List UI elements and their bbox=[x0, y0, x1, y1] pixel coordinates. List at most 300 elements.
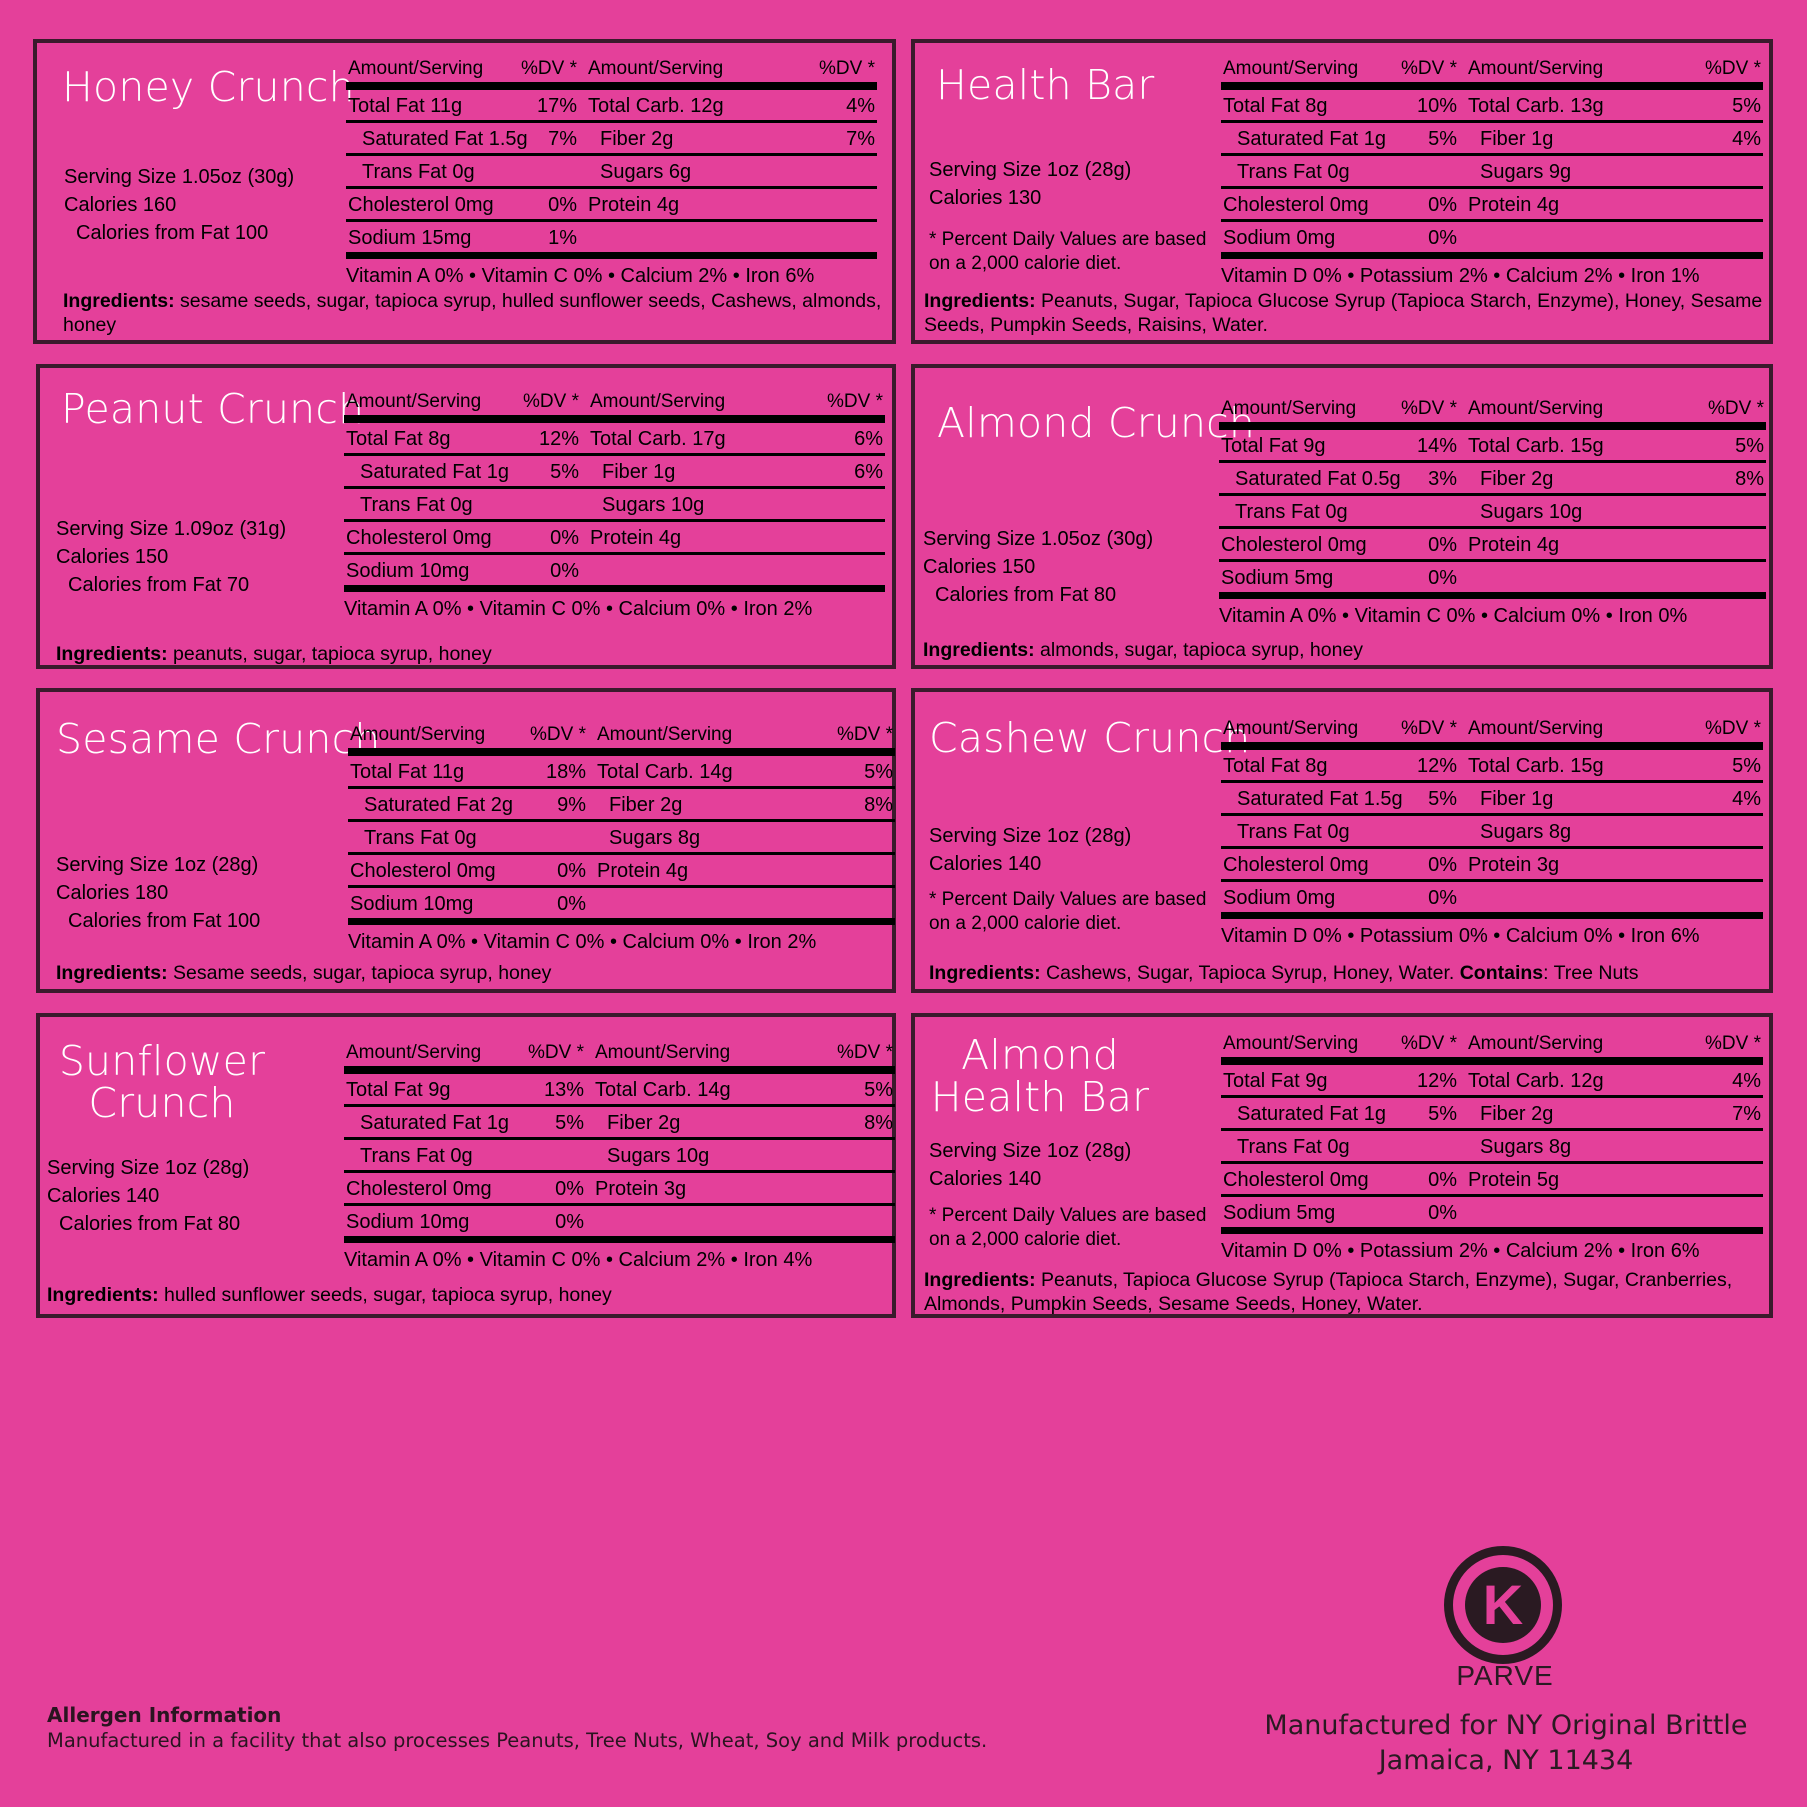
serving-info bbox=[64, 163, 294, 247]
ingredients-text: almonds, sugar, tapioca syrup, honey bbox=[1040, 639, 1364, 661]
product-title bbox=[56, 715, 381, 763]
vitamins-line: Vitamin A 0% • Vitamin C 0% • Calcium 2% • Iron 6% bbox=[346, 265, 815, 287]
ingredients-label: Ingredients: bbox=[929, 962, 1041, 984]
nutrient-name: Sodium 0mg bbox=[1223, 227, 1336, 249]
nutrient-row bbox=[1221, 123, 1763, 156]
header-amount: Amount/Serving bbox=[1223, 718, 1359, 739]
nutrient-name: Cholesterol 0mg bbox=[346, 527, 492, 549]
ingredients-text: hulled sunflower seeds, sugar, tapioca syrup, honey bbox=[164, 1284, 612, 1306]
header-amount: Amount/Serving bbox=[595, 1042, 731, 1063]
nutrient-name: Cholesterol 0mg bbox=[1221, 534, 1367, 556]
nutrient-row bbox=[1219, 562, 1766, 599]
nutrient-name: Sugars 10g bbox=[607, 1145, 710, 1167]
nutrition-panel bbox=[36, 688, 896, 993]
nutrient-name: Cholesterol 0mg bbox=[1223, 854, 1369, 876]
nutrient-row bbox=[1221, 1098, 1763, 1131]
header-amount: Amount/Serving bbox=[346, 391, 482, 412]
nutrient-dv: 5% bbox=[1428, 128, 1457, 150]
product-title-line: Health Bar bbox=[930, 1073, 1150, 1121]
nutrient-row bbox=[1219, 463, 1766, 496]
nutrient-name: Sugars 10g bbox=[1480, 501, 1583, 523]
nutrient-name: Sugars 10g bbox=[602, 494, 705, 516]
nutrient-name: Trans Fat 0g bbox=[1237, 1136, 1350, 1158]
header-amount: Amount/Serving bbox=[588, 58, 724, 79]
header-dv: %DV * bbox=[837, 724, 893, 745]
vitamins-line: Vitamin D 0% • Potassium 0% • Calcium 0% • Iron 6% bbox=[1221, 925, 1700, 947]
product-title bbox=[56, 1037, 268, 1127]
calories: Calories 180 bbox=[56, 882, 169, 904]
header-dv: %DV * bbox=[1705, 58, 1761, 79]
nutrient-row bbox=[1221, 156, 1763, 189]
nutrient-row bbox=[346, 90, 877, 123]
nutrition-facts-table bbox=[346, 55, 877, 288]
product-title-line: Cashew Crunch bbox=[929, 714, 1251, 762]
serving-size: Serving Size 1oz (28g) bbox=[56, 854, 259, 876]
nutrition-panel bbox=[36, 1013, 896, 1318]
ingredients-label: Ingredients: bbox=[924, 1269, 1036, 1291]
header-dv: %DV * bbox=[837, 1042, 893, 1063]
ingredients bbox=[924, 1268, 1764, 1316]
nutrient-dv: 4% bbox=[846, 95, 875, 117]
nutrient-dv: 4% bbox=[1732, 788, 1761, 810]
header-amount: Amount/Serving bbox=[346, 1042, 482, 1063]
nutrient-dv: 14% bbox=[1416, 435, 1457, 457]
nutrient-name: Sugars 8g bbox=[609, 827, 701, 849]
serving-info bbox=[47, 1154, 249, 1238]
nutrient-name: Total Fat 8g bbox=[1223, 755, 1328, 777]
allergen-heading: Allergen Information bbox=[47, 1703, 282, 1727]
nutrient-row bbox=[344, 1074, 895, 1107]
allergen-info bbox=[47, 1703, 987, 1752]
nutrient-row bbox=[346, 189, 877, 222]
nutrient-dv: 0% bbox=[557, 860, 586, 882]
serving-size: Serving Size 1oz (28g) bbox=[929, 159, 1132, 181]
header-dv: %DV * bbox=[1705, 718, 1761, 739]
nutrient-row bbox=[344, 555, 885, 592]
nutrient-name: Sugars 8g bbox=[1480, 1136, 1572, 1158]
header-amount: Amount/Serving bbox=[350, 724, 486, 745]
serving-size: Serving Size 1.05oz (30g) bbox=[64, 166, 295, 188]
nutrient-row bbox=[1221, 816, 1763, 849]
nutrient-name: Total Carb. 15g bbox=[1468, 755, 1604, 777]
nutrient-name: Fiber 1g bbox=[602, 461, 676, 483]
header-dv: %DV * bbox=[819, 58, 875, 79]
nutrient-row bbox=[346, 123, 877, 156]
nutrient-dv: 0% bbox=[1428, 854, 1457, 876]
nutrient-dv: 0% bbox=[1428, 1169, 1457, 1191]
ingredients bbox=[47, 1283, 867, 1307]
nutrient-name: Cholesterol 0mg bbox=[350, 860, 496, 882]
nutrient-row bbox=[1221, 1065, 1763, 1098]
nutrient-name: Protein 4g bbox=[588, 194, 680, 216]
nutrient-name: Total Carb. 12g bbox=[588, 95, 724, 117]
nutrient-row bbox=[346, 156, 877, 189]
calories: Calories 150 bbox=[56, 546, 169, 568]
nutrition-facts-table bbox=[1219, 395, 1766, 628]
nutrient-name: Sodium 5mg bbox=[1223, 1202, 1336, 1224]
product-title bbox=[937, 399, 1256, 447]
nutrient-dv: 5% bbox=[555, 1112, 584, 1134]
nutrient-dv: 7% bbox=[1732, 1103, 1761, 1125]
nutrition-header bbox=[344, 1039, 895, 1074]
product-title bbox=[930, 1031, 1150, 1121]
header-dv: %DV * bbox=[521, 58, 577, 79]
ingredients bbox=[929, 961, 1769, 985]
serving-size: Serving Size 1oz (28g) bbox=[929, 1140, 1132, 1162]
nutrient-name: Sugars 8g bbox=[1480, 821, 1572, 843]
nutrient-name: Fiber 2g bbox=[1480, 1103, 1554, 1125]
ingredients bbox=[923, 638, 1763, 662]
nutrient-dv: 6% bbox=[854, 428, 883, 450]
nutrient-dv: 0% bbox=[1428, 534, 1457, 556]
nutrient-name: Sodium 0mg bbox=[1223, 887, 1336, 909]
nutrient-name: Sodium 10mg bbox=[346, 560, 470, 582]
nutrient-dv: 5% bbox=[864, 761, 893, 783]
allergen-text: Manufactured in a facility that also processes Peanuts, Tree Nuts, Wheat, Soy and Milk products. bbox=[47, 1729, 988, 1752]
nutrient-dv: 0% bbox=[1428, 1202, 1457, 1224]
ingredients-text: sesame seeds, sugar, tapioca syrup, hulled sunflower seeds, Cashews, almonds, honey bbox=[63, 290, 882, 336]
serving-info bbox=[923, 525, 1153, 609]
kosher-ok-icon bbox=[1444, 1546, 1562, 1664]
nutrient-dv: 0% bbox=[1428, 567, 1457, 589]
product-title-line: Honey Crunch bbox=[62, 63, 355, 111]
ingredients-label: Ingredients: bbox=[56, 962, 168, 984]
contains-label: Contains bbox=[1459, 962, 1544, 984]
nutrient-name: Trans Fat 0g bbox=[364, 827, 477, 849]
nutrient-name: Total Carb. 14g bbox=[597, 761, 733, 783]
ingredients-label: Ingredients: bbox=[923, 639, 1035, 661]
nutrition-facts-table bbox=[344, 1039, 895, 1272]
product-title-line: Almond Crunch bbox=[937, 399, 1256, 447]
nutrient-name: Total Fat 11g bbox=[350, 761, 465, 783]
daily-value-note: * Percent Daily Values are based on a 2,000 calorie diet. bbox=[929, 889, 1207, 934]
serving-size: Serving Size 1oz (28g) bbox=[929, 825, 1132, 847]
ingredients bbox=[56, 961, 876, 985]
nutrient-dv: 5% bbox=[1428, 1103, 1457, 1125]
nutrient-name: Saturated Fat 0.5g bbox=[1235, 468, 1401, 490]
nutrient-dv: 0% bbox=[557, 893, 586, 915]
nutrient-row bbox=[348, 888, 895, 925]
nutrition-header bbox=[1219, 395, 1766, 430]
ingredients-text: Cashews, Sugar, Tapioca Syrup, Honey, Water. bbox=[1046, 962, 1455, 984]
nutrient-name: Cholesterol 0mg bbox=[348, 194, 494, 216]
nutrition-panel bbox=[911, 688, 1773, 993]
ingredients-text: Sesame seeds, sugar, tapioca syrup, honey bbox=[173, 962, 552, 984]
ingredients bbox=[924, 289, 1764, 337]
nutrient-name: Saturated Fat 1g bbox=[360, 1112, 509, 1134]
ingredients-label: Ingredients: bbox=[924, 290, 1036, 312]
header-amount: Amount/Serving bbox=[1223, 1033, 1359, 1054]
nutrient-name: Saturated Fat 2g bbox=[364, 794, 513, 816]
nutrient-dv: 0% bbox=[1428, 887, 1457, 909]
nutrient-dv: 8% bbox=[1735, 468, 1764, 490]
header-amount: Amount/Serving bbox=[1468, 718, 1604, 739]
product-title bbox=[61, 385, 365, 433]
calories: Calories 140 bbox=[929, 1168, 1042, 1190]
calories: Calories 140 bbox=[929, 853, 1042, 875]
nutrient-row bbox=[1221, 1197, 1763, 1234]
nutrient-name: Total Fat 8g bbox=[1223, 95, 1328, 117]
vitamins-line: Vitamin A 0% • Vitamin C 0% • Calcium 0% • Iron 2% bbox=[348, 931, 817, 953]
nutrition-panel bbox=[911, 1013, 1773, 1318]
nutrient-dv: 0% bbox=[550, 527, 579, 549]
nutrient-row bbox=[1221, 783, 1763, 816]
ingredients-text: peanuts, sugar, tapioca syrup, honey bbox=[173, 643, 492, 665]
ingredients-label: Ingredients: bbox=[56, 643, 168, 665]
nutrition-facts-table bbox=[348, 721, 895, 954]
header-amount: Amount/Serving bbox=[1223, 58, 1359, 79]
ingredients bbox=[63, 289, 883, 337]
manufacturer-line2: Jamaica, NY 11434 bbox=[1378, 1745, 1634, 1776]
nutrient-name: Protein 3g bbox=[1468, 854, 1560, 876]
nutrition-facts-table bbox=[344, 388, 885, 621]
nutrient-row bbox=[1221, 882, 1763, 919]
nutrient-name: Fiber 1g bbox=[1480, 788, 1554, 810]
nutrient-name: Sodium 10mg bbox=[346, 1211, 470, 1233]
nutrient-dv: 0% bbox=[555, 1211, 584, 1233]
header-amount: Amount/Serving bbox=[597, 724, 733, 745]
header-dv: %DV * bbox=[1401, 398, 1457, 419]
nutrient-dv: 5% bbox=[1732, 755, 1761, 777]
nutrient-dv: 0% bbox=[555, 1178, 584, 1200]
nutrient-row bbox=[1221, 222, 1763, 259]
product-title-line: Almond bbox=[961, 1031, 1119, 1079]
nutrient-row bbox=[344, 489, 885, 522]
nutrient-name: Total Carb. 14g bbox=[595, 1079, 731, 1101]
nutrient-name: Sodium 10mg bbox=[350, 893, 474, 915]
header-dv: %DV * bbox=[827, 391, 883, 412]
nutrition-header bbox=[348, 721, 895, 756]
nutrient-dv: 5% bbox=[1428, 788, 1457, 810]
nutrient-dv: 17% bbox=[536, 95, 577, 117]
header-dv: %DV * bbox=[1401, 718, 1457, 739]
product-title-line: Sesame Crunch bbox=[56, 715, 381, 763]
nutrient-row bbox=[346, 222, 877, 259]
nutrition-panel bbox=[911, 39, 1773, 344]
ingredients bbox=[56, 642, 876, 666]
product-title bbox=[929, 714, 1251, 762]
serving-info bbox=[56, 851, 260, 935]
calories-from-fat: Calories from Fat 100 bbox=[76, 222, 269, 244]
product-title-line: Health Bar bbox=[936, 61, 1155, 109]
nutrient-name: Fiber 2g bbox=[607, 1112, 681, 1134]
nutrient-row bbox=[344, 456, 885, 489]
nutrient-name: Sugars 6g bbox=[600, 161, 692, 183]
calories: Calories 140 bbox=[47, 1185, 160, 1207]
nutrient-row bbox=[1221, 90, 1763, 123]
nutrient-dv: 10% bbox=[1416, 95, 1457, 117]
product-title-line: Peanut Crunch bbox=[61, 385, 365, 433]
nutrient-row bbox=[1221, 849, 1763, 882]
nutrient-dv: 6% bbox=[854, 461, 883, 483]
header-amount: Amount/Serving bbox=[1468, 398, 1604, 419]
serving-info bbox=[929, 156, 1131, 212]
vitamins-line: Vitamin A 0% • Vitamin C 0% • Calcium 0% • Iron 2% bbox=[344, 598, 813, 620]
nutrient-name: Cholesterol 0mg bbox=[346, 1178, 492, 1200]
nutrient-dv: 5% bbox=[864, 1079, 893, 1101]
nutrient-name: Total Fat 11g bbox=[348, 95, 463, 117]
calories: Calories 150 bbox=[923, 556, 1036, 578]
nutrition-header bbox=[1221, 55, 1763, 90]
nutrient-row bbox=[348, 855, 895, 888]
nutrient-name: Total Carb. 13g bbox=[1468, 95, 1604, 117]
nutrient-name: Cholesterol 0mg bbox=[1223, 1169, 1369, 1191]
serving-size: Serving Size 1oz (28g) bbox=[47, 1157, 250, 1179]
nutrient-dv: 9% bbox=[557, 794, 586, 816]
nutrient-name: Trans Fat 0g bbox=[360, 1145, 473, 1167]
nutrient-name: Fiber 2g bbox=[600, 128, 674, 150]
nutrient-row bbox=[1221, 750, 1763, 783]
header-dv: %DV * bbox=[523, 391, 579, 412]
header-dv: %DV * bbox=[528, 1042, 584, 1063]
parve-label: PARVE bbox=[1456, 1660, 1554, 1691]
nutrient-name: Total Fat 8g bbox=[346, 428, 451, 450]
nutrition-panel bbox=[911, 364, 1773, 669]
nutrient-name: Protein 4g bbox=[1468, 194, 1560, 216]
nutrient-name: Sodium 5mg bbox=[1221, 567, 1334, 589]
nutrient-name: Protein 3g bbox=[595, 1178, 687, 1200]
nutrient-name: Total Carb. 17g bbox=[590, 428, 726, 450]
nutrient-dv: 8% bbox=[864, 1112, 893, 1134]
nutrition-header bbox=[344, 388, 885, 423]
nutrient-name: Total Fat 9g bbox=[1223, 1070, 1328, 1092]
nutrient-dv: 12% bbox=[1416, 1070, 1457, 1092]
calories: Calories 160 bbox=[64, 194, 177, 216]
nutrient-dv: 7% bbox=[846, 128, 875, 150]
kosher-k-symbol: K bbox=[1465, 1567, 1541, 1643]
vitamins-line: Vitamin D 0% • Potassium 2% • Calcium 2% • Iron 6% bbox=[1221, 1240, 1700, 1262]
nutrient-name: Protein 4g bbox=[590, 527, 682, 549]
serving-size: Serving Size 1.09oz (31g) bbox=[56, 518, 287, 540]
nutrient-dv: 12% bbox=[1416, 755, 1457, 777]
nutrient-dv: 0% bbox=[1428, 194, 1457, 216]
nutrient-dv: 4% bbox=[1732, 1070, 1761, 1092]
calories-from-fat: Calories from Fat 80 bbox=[59, 1213, 241, 1235]
product-title-line: Sunflower bbox=[58, 1037, 266, 1085]
nutrition-header bbox=[1221, 1030, 1763, 1065]
nutrient-dv: 0% bbox=[550, 560, 579, 582]
nutrient-name: Protein 4g bbox=[597, 860, 689, 882]
contains-text: : Tree Nuts bbox=[1543, 962, 1639, 984]
nutrient-row bbox=[1219, 430, 1766, 463]
header-amount: Amount/Serving bbox=[1221, 398, 1357, 419]
nutrient-name: Total Fat 9g bbox=[346, 1079, 451, 1101]
nutrient-dv: 12% bbox=[538, 428, 579, 450]
calories-from-fat: Calories from Fat 70 bbox=[68, 574, 250, 596]
nutrition-header bbox=[346, 55, 877, 90]
nutrient-name: Saturated Fat 1.5g bbox=[362, 128, 528, 150]
header-amount: Amount/Serving bbox=[348, 58, 484, 79]
nutrient-dv: 5% bbox=[1735, 435, 1764, 457]
nutrient-dv: 0% bbox=[1428, 227, 1457, 249]
nutrient-row bbox=[344, 522, 885, 555]
nutrient-name: Cholesterol 0mg bbox=[1223, 194, 1369, 216]
nutrient-dv: 7% bbox=[548, 128, 577, 150]
calories-from-fat: Calories from Fat 100 bbox=[68, 910, 261, 932]
ingredients-label: Ingredients: bbox=[47, 1284, 159, 1306]
nutrient-name: Fiber 2g bbox=[1480, 468, 1554, 490]
nutrition-panel bbox=[36, 364, 896, 669]
nutrient-row bbox=[1219, 529, 1766, 562]
nutrient-name: Total Carb. 12g bbox=[1468, 1070, 1604, 1092]
nutrient-dv: 8% bbox=[864, 794, 893, 816]
header-amount: Amount/Serving bbox=[1468, 58, 1604, 79]
nutrient-row bbox=[344, 423, 885, 456]
nutrient-name: Total Fat 9g bbox=[1221, 435, 1326, 457]
calories-from-fat: Calories from Fat 80 bbox=[935, 584, 1117, 606]
nutrient-dv: 3% bbox=[1428, 468, 1457, 490]
nutrient-name: Trans Fat 0g bbox=[1237, 821, 1350, 843]
ingredients-text: Peanuts, Tapioca Glucose Syrup (Tapioca Starch, Enzyme), Sugar, Cranberries, Almonds, Pumpkin Seeds, Sesame Seeds, Honey, Water. bbox=[924, 1269, 1733, 1315]
nutrient-name: Protein 4g bbox=[1468, 534, 1560, 556]
nutrient-row bbox=[1221, 189, 1763, 222]
nutrient-row bbox=[1221, 1131, 1763, 1164]
nutrient-name: Saturated Fat 1.5g bbox=[1237, 788, 1403, 810]
nutrient-name: Trans Fat 0g bbox=[362, 161, 475, 183]
product-title-line: Crunch bbox=[88, 1079, 236, 1127]
header-amount: Amount/Serving bbox=[1468, 1033, 1604, 1054]
serving-info bbox=[56, 515, 286, 599]
nutrient-name: Trans Fat 0g bbox=[1237, 161, 1350, 183]
nutrient-name: Total Carb. 15g bbox=[1468, 435, 1604, 457]
nutrient-row bbox=[348, 756, 895, 789]
header-dv: %DV * bbox=[1401, 58, 1457, 79]
product-title bbox=[936, 61, 1155, 109]
ingredients-label: Ingredients: bbox=[63, 290, 175, 312]
header-dv: %DV * bbox=[1705, 1033, 1761, 1054]
daily-value-note: * Percent Daily Values are based on a 2,000 calorie diet. bbox=[929, 229, 1207, 274]
nutrient-row bbox=[348, 789, 895, 822]
serving-size: Serving Size 1.05oz (30g) bbox=[923, 528, 1154, 550]
nutrient-name: Trans Fat 0g bbox=[1235, 501, 1348, 523]
nutrient-dv: 0% bbox=[548, 194, 577, 216]
nutrient-dv: 4% bbox=[1732, 128, 1761, 150]
manufacturer-line1: Manufactured for NY Original Brittle bbox=[1264, 1710, 1748, 1741]
header-dv: %DV * bbox=[1708, 398, 1764, 419]
nutrient-name: Fiber 2g bbox=[609, 794, 683, 816]
calories: Calories 130 bbox=[929, 187, 1042, 209]
nutrient-row bbox=[1219, 496, 1766, 529]
nutrition-header bbox=[1221, 715, 1763, 750]
serving-info bbox=[929, 822, 1131, 878]
nutrition-facts-table bbox=[1221, 1030, 1763, 1263]
nutrient-row bbox=[344, 1140, 895, 1173]
header-dv: %DV * bbox=[530, 724, 586, 745]
nutrient-dv: 5% bbox=[1732, 95, 1761, 117]
nutrient-name: Saturated Fat 1g bbox=[1237, 1103, 1386, 1125]
nutrient-dv: 5% bbox=[550, 461, 579, 483]
nutrient-name: Saturated Fat 1g bbox=[1237, 128, 1386, 150]
nutrient-dv: 1% bbox=[548, 227, 577, 249]
nutrient-dv: 13% bbox=[543, 1079, 584, 1101]
nutrient-name: Trans Fat 0g bbox=[360, 494, 473, 516]
vitamins-line: Vitamin D 0% • Potassium 2% • Calcium 2% • Iron 1% bbox=[1221, 265, 1700, 287]
nutrient-row bbox=[344, 1107, 895, 1140]
nutrient-row bbox=[1221, 1164, 1763, 1197]
manufacturer-info bbox=[1226, 1708, 1786, 1778]
vitamins-line: Vitamin A 0% • Vitamin C 0% • Calcium 2% • Iron 4% bbox=[344, 1249, 813, 1271]
header-amount: Amount/Serving bbox=[590, 391, 726, 412]
nutrition-facts-table bbox=[1221, 715, 1763, 948]
nutrition-panel bbox=[33, 39, 896, 344]
nutrition-facts-table bbox=[1221, 55, 1763, 288]
nutrient-name: Protein 5g bbox=[1468, 1169, 1560, 1191]
nutrient-name: Sodium 15mg bbox=[348, 227, 472, 249]
serving-info bbox=[929, 1137, 1131, 1193]
daily-value-note: * Percent Daily Values are based on a 2,000 calorie diet. bbox=[929, 1205, 1207, 1250]
header-dv: %DV * bbox=[1401, 1033, 1457, 1054]
nutrient-name: Sugars 9g bbox=[1480, 161, 1572, 183]
